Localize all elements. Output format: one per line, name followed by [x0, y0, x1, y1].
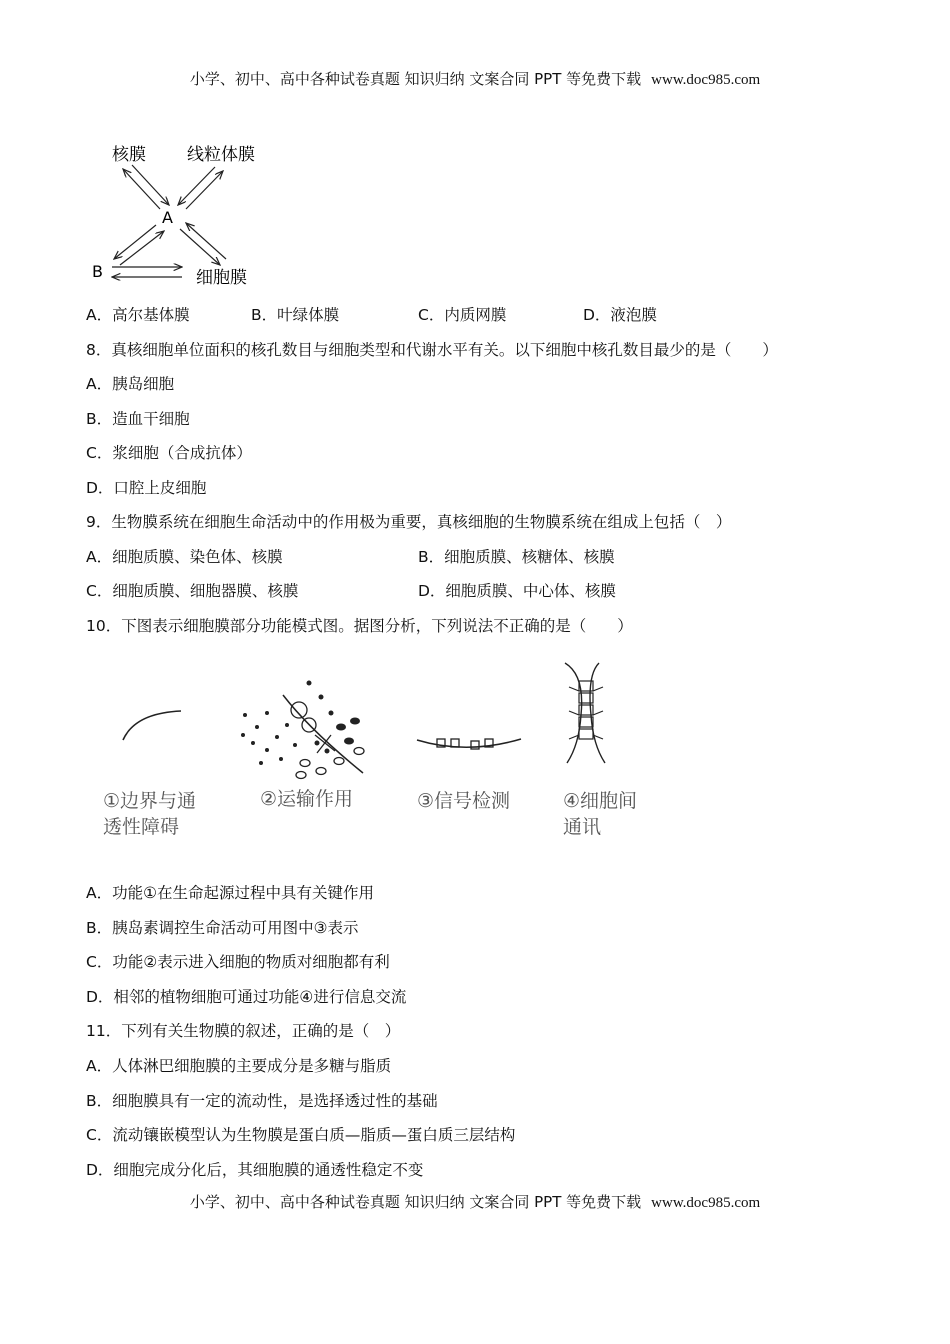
membrane-conversion-diagram: [80, 135, 280, 295]
footer-url: www.doc985.com: [651, 1195, 761, 1211]
q8-stem: 8．真核细胞单位面积的核孔数目与细胞类型和代谢水平有关。以下细胞中核孔数目最少的是（ ）: [86, 341, 778, 359]
fig-label-4-line2: 通讯: [563, 816, 602, 838]
q11-option-b: B．细胞膜具有一定的流动性，是选择透过性的基础: [86, 1092, 438, 1110]
q11-option-d: D．细胞完成分化后，其细胞膜的通透性稳定不变: [86, 1161, 424, 1179]
header-url: www.doc985.com: [651, 72, 761, 88]
label-nuclear-membrane: 核膜: [112, 145, 146, 165]
q10-option-b: B．胰岛素调控生命活动可用图中③表示: [86, 919, 359, 937]
fig-label-1-line2: 透性障碍: [103, 816, 180, 838]
q9-option-b: B．细胞质膜、核糖体、核膜: [418, 548, 615, 566]
q7-option-b: B．叶绿体膜: [251, 306, 340, 324]
q10-option-a: A．功能①在生命起源过程中具有关键作用: [86, 884, 375, 902]
q9-option-d: D．细胞质膜、中心体、核膜: [418, 582, 616, 600]
communication-figure: [565, 663, 605, 763]
arrow-cell-to-a: [186, 223, 226, 259]
q8-option-b: B．造血干细胞: [86, 410, 190, 428]
q10-stem: 10．下图表示细胞膜部分功能模式图。据图分析，下列说法不正确的是（ ）: [86, 617, 633, 635]
q10-option-d: D．相邻的植物细胞可通过功能④进行信息交流: [86, 988, 407, 1006]
arrow-a-to-cell: [180, 229, 220, 265]
q7-option-a: A．高尔基体膜: [86, 306, 190, 324]
q11-stem: 11．下列有关生物膜的叙述，正确的是（ ）: [86, 1022, 401, 1040]
label-mito-membrane: 线粒体膜: [187, 145, 255, 165]
label-a: A: [162, 208, 173, 227]
q9-option-a: A．细胞质膜、染色体、核膜: [86, 548, 283, 566]
boundary-arc: [123, 711, 181, 740]
arrow-mito-to-a: [178, 167, 215, 205]
q7-option-c: C．内质网膜: [418, 306, 507, 324]
fig-label-4-line1: ④细胞间: [563, 790, 638, 812]
q8-option-d: D．口腔上皮细胞: [86, 479, 207, 497]
q11-option-c: C．流动镶嵌模型认为生物膜是蛋白质—脂质—蛋白质三层结构: [86, 1126, 516, 1144]
header-text: 小学、初中、高中各种试卷真题 知识归纳 文案合同 PPT 等免费下载: [189, 70, 642, 88]
fig-label-3: ③信号检测: [417, 790, 511, 812]
fig-label-2: ②运输作用: [260, 788, 354, 810]
label-b: B: [92, 262, 103, 281]
page-header: [0, 68, 950, 89]
q7-option-d: D．液泡膜: [583, 306, 657, 324]
q10-option-c: C．功能②表示进入细胞的物质对细胞都有利: [86, 953, 390, 971]
q11-option-a: A．人体淋巴细胞膜的主要成分是多糖与脂质: [86, 1057, 392, 1075]
membrane-function-figure: [95, 655, 675, 855]
q8-option-c: C．浆细胞（合成抗体）: [86, 444, 252, 462]
label-cell-membrane: 细胞膜: [196, 268, 247, 288]
fig-label-1-line1: ①边界与通: [103, 790, 197, 812]
q8-option-a: A．胰岛细胞: [86, 375, 175, 393]
q9-option-c: C．细胞质膜、细胞器膜、核膜: [86, 582, 299, 600]
footer-text: 小学、初中、高中各种试卷真题 知识归纳 文案合同 PPT 等免费下载: [189, 1193, 642, 1211]
page-footer: [0, 1191, 950, 1212]
transport-figure: [241, 681, 364, 779]
q9-stem: 9．生物膜系统在细胞生命活动中的作用极为重要，真核细胞的生物膜系统在组成上包括（ ）: [86, 513, 732, 531]
signal-figure: [417, 739, 521, 749]
arrow-a-to-mito: [186, 171, 223, 209]
